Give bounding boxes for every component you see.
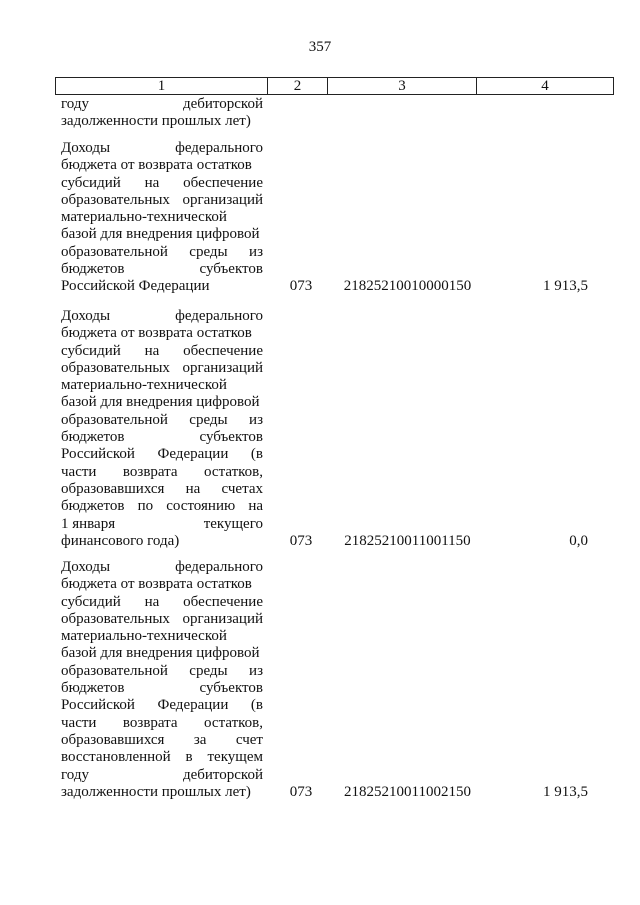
description-word: среды	[189, 662, 228, 679]
description-word: по	[137, 498, 154, 515]
description-word: финансового года)	[61, 532, 180, 549]
row-description	[61, 140, 263, 296]
description-line	[61, 749, 263, 766]
description-word: текущего	[203, 515, 263, 532]
description-word: образовательной	[61, 411, 168, 428]
description-word: федерального	[175, 308, 263, 324]
description-word: остатков,	[204, 714, 263, 731]
description-line	[61, 697, 263, 714]
description-word: базой для внедрения цифровой	[61, 226, 260, 243]
description-line	[61, 429, 263, 446]
description-word: образовавшихся	[61, 731, 165, 748]
description-word: на	[144, 342, 160, 359]
description-line	[61, 360, 263, 377]
description-line	[61, 209, 263, 226]
description-word: образовательной	[61, 243, 168, 260]
header-col-3: 3	[328, 78, 477, 95]
description-word: остатков,	[204, 463, 263, 480]
description-line	[61, 680, 263, 697]
admin-code: 073	[289, 783, 313, 800]
continuation-text	[61, 96, 263, 131]
description-word: бюджета от возврата остатков	[61, 325, 252, 342]
description-word: образовательной	[61, 662, 168, 679]
description-line	[61, 498, 263, 515]
description-word: среды	[189, 411, 228, 428]
description-word: счетах	[221, 480, 263, 497]
table-header	[55, 77, 614, 95]
header-col-2: 2	[268, 78, 328, 95]
description-line	[61, 533, 263, 550]
description-word: образовательных	[61, 191, 170, 208]
admin-code: 073	[289, 278, 313, 295]
description-word: субсидий	[61, 342, 121, 359]
description-word: за	[193, 731, 207, 748]
description-word: образовательных	[61, 359, 170, 376]
description-word: Федерации	[157, 446, 229, 463]
description-line	[61, 516, 263, 533]
description-word: базой для внедрения цифровой	[61, 645, 260, 662]
admin-code: 073	[289, 532, 313, 549]
description-line	[61, 226, 263, 243]
budget-classification-code: 21825210010000150	[343, 278, 472, 295]
description-word: из	[249, 243, 263, 260]
description-word: бюджетов	[61, 498, 125, 515]
description-word: Доходы	[61, 559, 111, 575]
description-line	[61, 732, 263, 749]
description-line	[61, 464, 263, 481]
description-line	[61, 594, 263, 611]
description-word: бюджета от возврата остатков	[61, 157, 252, 174]
description-word: году	[61, 96, 89, 112]
description-word: федерального	[175, 140, 263, 156]
row-description	[61, 559, 263, 801]
description-word: задолженности прошлых лет)	[61, 783, 251, 800]
budget-classification-code: 21825210011002150	[344, 783, 471, 800]
description-line	[61, 175, 263, 192]
description-line	[61, 308, 263, 325]
amount: 0,0	[569, 532, 588, 549]
description-word: бюджетов	[61, 261, 125, 278]
description-line	[61, 645, 263, 662]
description-line	[61, 784, 263, 801]
budget-classification-code: 21825210011001150	[344, 532, 471, 549]
description-line	[61, 394, 263, 411]
description-word: бюджетов	[61, 680, 125, 697]
description-word: материально-технической	[61, 377, 227, 394]
description-word: субсидий	[61, 593, 121, 610]
description-word: образовательных	[61, 610, 170, 627]
description-line	[61, 343, 263, 360]
description-line	[61, 481, 263, 498]
description-word: обеспечение	[183, 174, 263, 191]
description-line	[61, 663, 263, 680]
description-word: на	[144, 593, 160, 610]
description-word: субъектов	[199, 680, 263, 697]
description-line	[61, 192, 263, 209]
description-word: состоянию	[166, 498, 236, 515]
description-word: Российской Федерации	[61, 278, 210, 295]
description-word: в	[185, 749, 193, 766]
description-word: из	[249, 662, 263, 679]
description-word: 1 января	[61, 515, 116, 532]
description-word: части	[61, 463, 97, 480]
row-description	[61, 308, 263, 550]
description-word: субсидий	[61, 174, 121, 191]
description-word: Российской	[61, 446, 135, 463]
description-word: (в	[250, 697, 263, 714]
description-word: дебиторской	[182, 96, 263, 112]
description-line	[61, 140, 263, 157]
description-word: из	[249, 411, 263, 428]
description-word: организаций	[182, 359, 263, 376]
description-word: Доходы	[61, 140, 111, 156]
description-word: дебиторской	[182, 766, 263, 783]
description-word: образовавшихся	[61, 480, 165, 497]
description-word: восстановленной	[61, 749, 171, 766]
description-word: обеспечение	[183, 342, 263, 359]
description-word: Российской	[61, 697, 135, 714]
header-col-1: 1	[56, 78, 268, 95]
description-line	[61, 377, 263, 394]
description-word: бюджетов	[61, 429, 125, 446]
description-word: (в	[250, 446, 263, 463]
description-word: текущем	[207, 749, 263, 766]
description-line	[61, 261, 263, 278]
description-word: части	[61, 714, 97, 731]
description-line	[61, 628, 263, 645]
description-word: на	[185, 480, 201, 497]
description-line	[61, 412, 263, 429]
amount: 1 913,5	[543, 783, 588, 800]
description-word: федерального	[175, 559, 263, 575]
description-word: бюджета от возврата остатков	[61, 576, 252, 593]
description-line	[61, 576, 263, 593]
description-line	[61, 278, 263, 295]
description-word: субъектов	[199, 429, 263, 446]
description-word: базой для внедрения цифровой	[61, 394, 260, 411]
description-line	[61, 325, 263, 342]
description-word: возврата	[122, 463, 178, 480]
description-word: материально-технической	[61, 209, 227, 226]
description-word: организаций	[182, 610, 263, 627]
description-word: Федерации	[157, 697, 229, 714]
amount: 1 913,5	[543, 278, 588, 295]
description-word: материально-технической	[61, 628, 227, 645]
description-line	[61, 113, 263, 130]
description-line	[61, 611, 263, 628]
description-word: организаций	[182, 191, 263, 208]
description-word: субъектов	[199, 261, 263, 278]
description-line	[61, 767, 263, 784]
description-line	[61, 244, 263, 261]
description-word: счет	[235, 731, 263, 748]
description-word: на	[144, 174, 160, 191]
description-word: задолженности прошлых лет)	[61, 113, 251, 130]
description-line	[61, 446, 263, 463]
description-word: обеспечение	[183, 593, 263, 610]
description-word: среды	[189, 243, 228, 260]
description-line	[61, 157, 263, 174]
description-word: Доходы	[61, 308, 111, 324]
description-line	[61, 715, 263, 732]
description-line	[61, 96, 263, 113]
description-line	[61, 559, 263, 576]
description-word: году	[61, 766, 89, 783]
header-col-4: 4	[477, 78, 614, 95]
description-word: возврата	[122, 714, 178, 731]
page-number: 357	[308, 39, 332, 55]
description-word: на	[248, 498, 263, 515]
